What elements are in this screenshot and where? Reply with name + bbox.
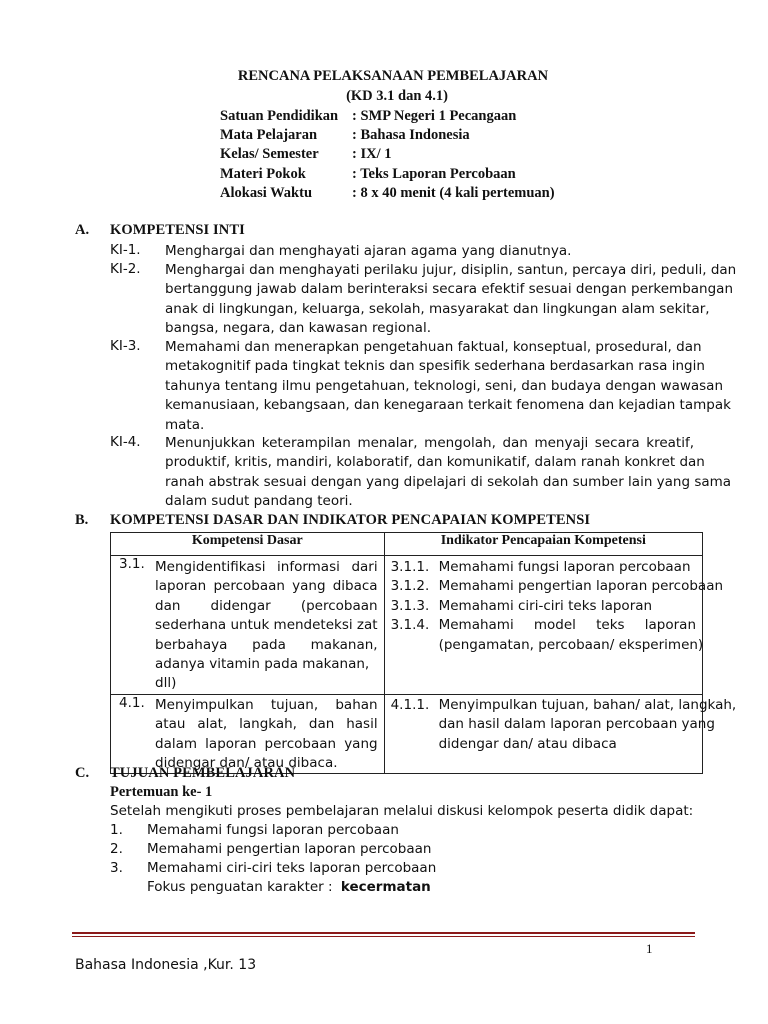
ki-2-text xyxy=(165,261,737,339)
indicator-text: dan hasil dalam laporan percobaan yang xyxy=(438,716,715,733)
indicator-text: Memahami pengertian laporan percobaan xyxy=(438,578,724,595)
info-label: Mata Pelajaran xyxy=(220,127,318,143)
ipk-cell-content xyxy=(385,556,724,655)
indicator-item xyxy=(385,696,737,715)
objective-text: Memahami pengertian laporan percobaan xyxy=(147,841,432,857)
ki-line: tahunya tentang ilmu pengetahuan, teknologi, seni, dan budaya dengan wawasan xyxy=(165,377,724,394)
objective-number: 2. xyxy=(110,841,123,857)
ki-3-label: KI-3. xyxy=(110,338,141,354)
section-c-title: TUJUAN PEMBELAJARAN xyxy=(110,765,296,781)
meeting-heading: Pertemuan ke- 1 xyxy=(110,784,213,800)
ki-line: ranah abstrak sesuai dengan yang dipelajari di sekolah dan sumber lain yang sama xyxy=(165,473,732,490)
ki-4-text xyxy=(165,434,732,512)
ki-line: metakognitif pada tingkat teknis dan spesifik sederhana berdasarkan rasa ingin xyxy=(165,358,705,375)
indicator-number: 3.1.3. xyxy=(390,597,430,614)
ki-2-label: KI-2. xyxy=(110,261,141,277)
ki-line: bertanggung jawab dalam berinteraksi secara efektif sesuai dengan perkembangan xyxy=(165,281,734,298)
indicator-number: 4.1.1. xyxy=(390,696,430,713)
table-header-ipk: Indikator Pencapaian Kompetensi xyxy=(384,533,702,556)
indicator-item-cont xyxy=(385,636,702,655)
objective-intro: Setelah mengikuti proses pembelajaran melalui diskusi kelompok peserta didik dapat: xyxy=(110,803,694,819)
document-subtitle: (KD 3.1 dan 4.1) xyxy=(346,88,448,104)
objective-number: 1. xyxy=(110,822,123,838)
ki-line: kemanusiaan, kebangsaan, dan kenegaraan terkait fenomena dan kejadian tampak xyxy=(165,397,731,414)
kd-line: dll) xyxy=(155,675,177,692)
indicator-text: (pengamatan, percobaan/ eksperimen) xyxy=(438,636,704,653)
kd-cell xyxy=(111,694,385,774)
objective-number: 3. xyxy=(110,860,123,876)
table-header-kd: Kompetensi Dasar xyxy=(111,533,385,556)
indicator-text: Menyimpulkan tujuan, bahan/ alat, langkah, xyxy=(438,696,737,713)
kd-line: laporan percobaan yang dibaca xyxy=(155,578,378,595)
info-value: : Teks Laporan Percobaan xyxy=(352,166,516,182)
kd-cell-content xyxy=(111,695,384,774)
kd-line: adanya vitamin pada makanan, xyxy=(155,656,370,673)
indicator-number: 3.1.2. xyxy=(390,578,430,595)
indicator-item xyxy=(385,616,702,635)
kd-line: Mengidentifikasi informasi dari xyxy=(155,559,378,575)
ki-line: Memahami dan menerapkan pengetahuan faktual, konseptual, prosedural, dan xyxy=(165,339,702,355)
info-label: Materi Pokok xyxy=(220,166,306,182)
objective-text: Memahami fungsi laporan percobaan xyxy=(147,822,399,838)
info-label: Kelas/ Semester xyxy=(220,146,319,162)
table-row xyxy=(111,556,703,695)
ipk-cell xyxy=(384,556,724,695)
character-focus-label: Fokus penguatan karakter : xyxy=(147,879,333,895)
ki-line: produktif, kritis, mandiri, kolaboratif, dan komunikatif, dalam ranah konkret dan xyxy=(165,454,705,471)
ipk-cell-content xyxy=(385,695,737,754)
section-c-letter: C. xyxy=(75,765,90,781)
kd-text xyxy=(155,696,378,774)
indicator-item xyxy=(385,558,702,577)
indicator-number: 3.1.4. xyxy=(390,617,430,634)
kd-line: dan didengar (percobaan xyxy=(155,597,378,614)
kd-line: berbahaya pada makanan, xyxy=(155,636,378,653)
info-value: : IX/ 1 xyxy=(352,146,392,162)
indicator-item xyxy=(385,597,702,616)
ki-line: mata. xyxy=(165,416,205,433)
indicator-text: didengar dan/ atau dibaca xyxy=(438,735,617,752)
ki-line: anak di lingkungan, keluarga, sekolah, masyarakat dan lingkungan alam sekitar, xyxy=(165,300,710,317)
character-focus-value: kecermatan xyxy=(340,879,431,895)
ki-1-label: KI-1. xyxy=(110,242,141,258)
ki-3-text xyxy=(165,338,731,435)
section-a-title: KOMPETENSI INTI xyxy=(110,222,245,238)
table-header-row xyxy=(111,533,703,556)
ki-line: Menghargai dan menghayati perilaku jujur, disiplin, santun, percaya diri, peduli, dan xyxy=(165,262,737,278)
indicator-item-cont xyxy=(385,715,715,734)
info-label: Alokasi Waktu xyxy=(220,185,313,201)
ki-1-text xyxy=(165,242,694,261)
indicator-item xyxy=(385,577,724,596)
ki-line: Menunjukkan keterampilan menalar, mengolah, dan menyaji secara kreatif, xyxy=(165,435,694,451)
info-value: : Bahasa Indonesia xyxy=(352,127,470,143)
character-focus xyxy=(147,879,431,895)
footer-text: Bahasa Indonesia ,Kur. 13 xyxy=(75,957,257,973)
kd-line: sederhana untuk mendeteksi zat xyxy=(155,617,378,634)
footer-rule-thick xyxy=(72,932,695,934)
kd-table xyxy=(110,532,737,774)
ki-4-label: KI-4. xyxy=(110,434,141,450)
info-label: Satuan Pendidikan xyxy=(220,108,339,124)
ki-line: Menghargai dan menghayati ajaran agama yang dianutnya. xyxy=(165,243,572,259)
kd-line: atau alat, langkah, dan hasil xyxy=(155,716,378,733)
kd-number: 3.1. xyxy=(119,556,145,572)
kd-line: dalam laporan percobaan yang xyxy=(155,735,378,752)
kd-cell-content xyxy=(111,556,384,694)
table-row xyxy=(111,694,703,774)
footer-rule-thin xyxy=(72,936,695,937)
ki-line: bangsa, negara, dan kawasan regional. xyxy=(165,320,431,337)
indicator-text: Memahami ciri-ciri teks laporan xyxy=(438,597,653,614)
section-b-title: KOMPETENSI DASAR DAN INDIKATOR PENCAPAIAN KOMPETENSI xyxy=(110,512,591,528)
ki-line: dalam sudut pandang teori. xyxy=(165,493,353,510)
kd-line: didengar dan/ atau dibaca. xyxy=(155,755,338,772)
indicator-number: 3.1.1. xyxy=(390,559,430,575)
info-value: : 8 x 40 menit (4 kali pertemuan) xyxy=(352,185,555,201)
section-b-letter: B. xyxy=(75,512,89,528)
indicator-text: Memahami fungsi laporan percobaan xyxy=(438,559,691,575)
indicator-text: Memahami model teks laporan xyxy=(438,617,696,634)
kd-text xyxy=(155,558,378,694)
kd-number: 4.1. xyxy=(119,694,145,711)
objective-text: Memahami ciri-ciri teks laporan percobaan xyxy=(147,860,437,876)
document-title: RENCANA PELAKSANAAN PEMBELAJARAN xyxy=(237,68,549,84)
section-a-letter: A. xyxy=(75,222,90,238)
ipk-cell xyxy=(384,694,737,774)
info-value: : SMP Negeri 1 Pecangaan xyxy=(352,108,517,124)
indicator-item-cont xyxy=(385,735,702,754)
page-number: 1 xyxy=(646,941,653,956)
kd-line: Menyimpulkan tujuan, bahan xyxy=(155,696,378,713)
kd-cell xyxy=(111,556,385,695)
